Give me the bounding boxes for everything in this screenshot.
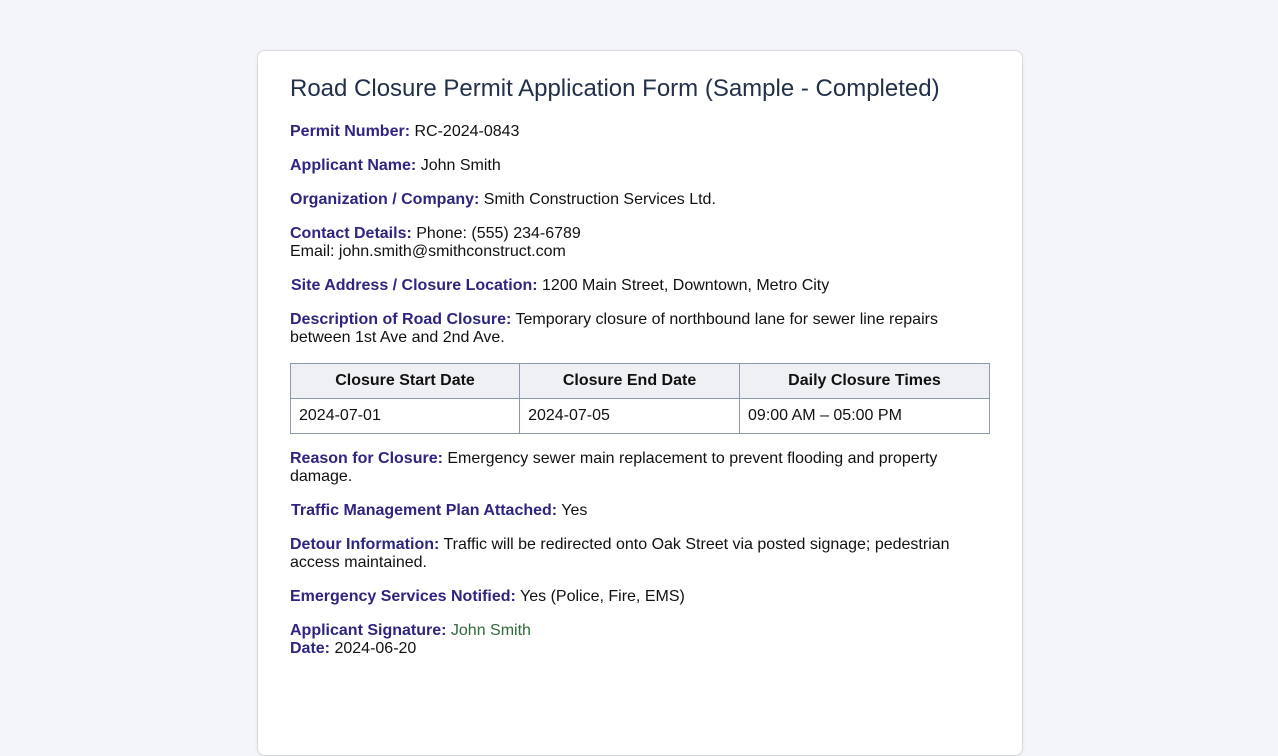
- traffic-plan-label: Traffic Management Plan Attached:: [291, 502, 558, 519]
- cell-end-date: 2024-07-05: [520, 399, 740, 434]
- reason-field: [290, 450, 990, 486]
- table-row: [291, 399, 990, 434]
- reason-label: Reason for Closure:: [290, 450, 443, 467]
- applicant-name-value: John Smith: [420, 157, 501, 174]
- site-address-value: 1200 Main Street, Downtown, Metro City: [542, 277, 830, 294]
- applicant-name-field: [290, 157, 990, 175]
- table-header-row: [291, 364, 990, 399]
- detour-value: Traffic will be redirected onto Oak Street via posted signage; pedestrian access maintained.: [290, 536, 950, 571]
- contact-details-field: [290, 225, 990, 261]
- contact-phone: Phone: (555) 234-6789: [416, 225, 581, 242]
- signature-label: Applicant Signature:: [290, 622, 447, 639]
- site-address-label: Site Address / Closure Location:: [291, 277, 538, 294]
- traffic-plan-field: [290, 502, 990, 520]
- description-label: Description of Road Closure:: [290, 311, 512, 328]
- header-daily-times: Daily Closure Times: [740, 364, 990, 399]
- cell-start-date: 2024-07-01: [291, 399, 520, 434]
- closure-schedule-table: [290, 363, 990, 434]
- emergency-services-label: Emergency Services Notified:: [290, 588, 516, 605]
- date-label: Date:: [290, 640, 331, 657]
- detour-field: [290, 536, 990, 572]
- reason-value: Emergency sewer main replacement to prevent flooding and property damage.: [290, 450, 938, 485]
- contact-details-label: Contact Details:: [290, 225, 412, 242]
- applicant-name-label: Applicant Name:: [290, 157, 417, 174]
- traffic-plan-value: Yes: [561, 502, 588, 519]
- permit-number-label: Permit Number:: [290, 123, 411, 140]
- permit-form-card: [257, 50, 1023, 756]
- cell-daily-times: 09:00 AM – 05:00 PM: [740, 399, 990, 434]
- organization-field: [290, 191, 990, 209]
- contact-email: Email: john.smith@smithconstruct.com: [290, 243, 566, 260]
- emergency-services-value: Yes (Police, Fire, EMS): [520, 588, 685, 605]
- emergency-services-field: [290, 588, 990, 606]
- date-value: 2024-06-20: [334, 640, 417, 657]
- signature-field: [290, 622, 990, 658]
- description-field: [290, 311, 990, 347]
- permit-number-value: RC-2024-0843: [414, 123, 520, 140]
- detour-label: Detour Information:: [290, 536, 440, 553]
- header-end-date: Closure End Date: [520, 364, 740, 399]
- organization-value: Smith Construction Services Ltd.: [483, 191, 716, 208]
- page-title: Road Closure Permit Application Form (Sample - Completed): [290, 75, 940, 102]
- description-value: Temporary closure of northbound lane for sewer line repairs between 1st Ave and 2nd Ave.: [290, 311, 938, 346]
- header-start-date: Closure Start Date: [291, 364, 520, 399]
- site-address-field: [290, 277, 990, 295]
- signature-value: John Smith: [450, 622, 531, 639]
- permit-number-field: [290, 123, 990, 141]
- organization-label: Organization / Company:: [290, 191, 480, 208]
